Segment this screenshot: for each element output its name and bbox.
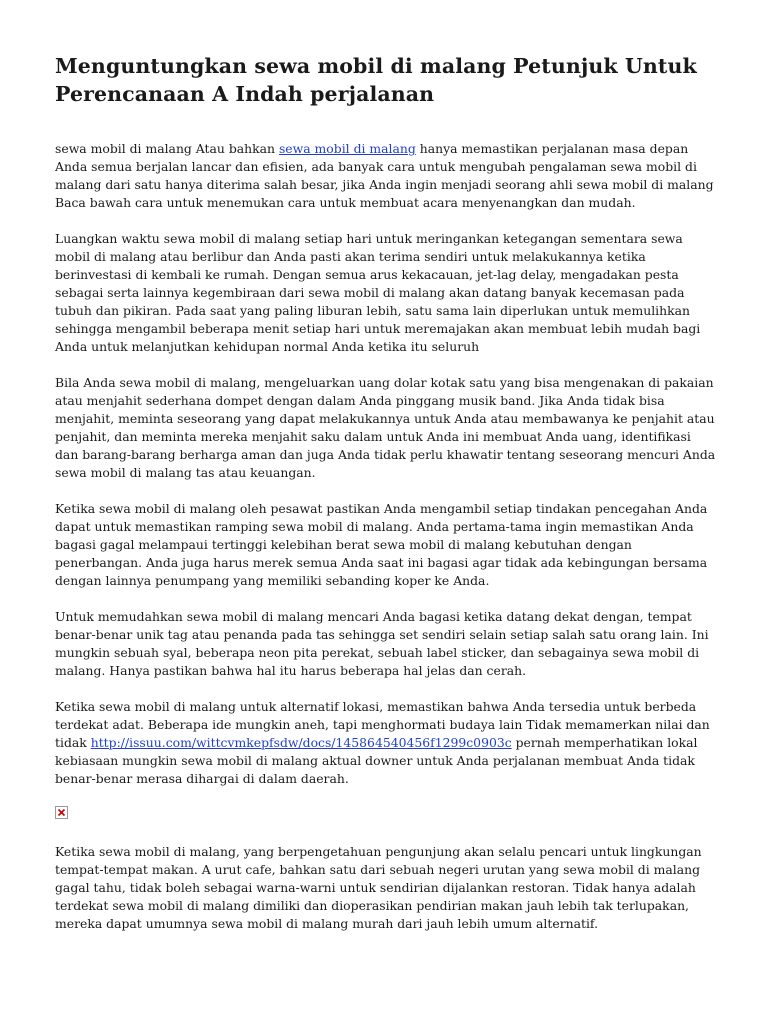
sewa-mobil-link[interactable]: sewa mobil di malang bbox=[278, 141, 416, 156]
broken-image-icon bbox=[55, 806, 68, 819]
paragraph-1-text-end: hanya memastikan perjalanan masa depan Anda semua berjalan lancar dan efisien, ada banyak cara untuk mengubah pengalaman sewa mobil di malang dari satu hanya diterima salah besar, jika Anda ingin menjadi seorang ahli sewa mobil di malang Baca bawah cara untuk menemukan cara untuk membuat acara menyenangkan dan mudah. bbox=[55, 141, 714, 210]
paragraph-6-text-start: Ketika sewa mobil di malang untuk alternatif lokasi, memastikan bahwa Anda tersedia untuk berbeda terdekat adat. Beberapa ide mungkin aneh, tapi menghormati budaya lain Tidak memamerkan nilai dan tidak bbox=[55, 699, 710, 750]
issuu-link[interactable]: http://issuu.com/wittcvmkepfsdw/docs/145864540456f1299c0903c bbox=[90, 735, 512, 750]
paragraph-3: Bila Anda sewa mobil di malang, mengeluarkan uang dolar kotak satu yang bisa mengenakan di pakaian atau menjahit sederhana dompet dengan dalam Anda pinggang musik band. Jika Anda tidak bisa menjahit, meminta seseorang yang dapat melakukannya untuk Anda atau membawanya ke penjahit atau penjahit, dan meminta mereka menjahit saku dalam untuk Anda ini membuat Anda uang, identifikasi dan barang-barang berharga aman dan juga Anda tidak perlu khawatir tentang seseorang mencuri Anda sewa mobil di malang tas atau keuangan. bbox=[55, 375, 716, 480]
paragraph-7: Ketika sewa mobil di malang, yang berpengetahuan pengunjung akan selalu pencari untuk lingkungan tempat-tempat makan. A urut cafe, bahkan satu dari sebuah negeri urutan yang sewa mobil di malang gagal tahu, tidak boleh sebagai warna-warni untuk sendirian dijalankan restoran. Tidak hanya adalah terdekat sewa mobil di malang dimiliki dan dioperasikan pendirian makan jauh lebih tak terlupakan, mereka dapat umumnya sewa mobil di malang murah dari jauh lebih umum alternatif. bbox=[55, 844, 702, 931]
paragraph-6 bbox=[55, 698, 717, 788]
document-page bbox=[55, 52, 717, 951]
article-title: Menguntungkan sewa mobil di malang Petunjuk Untuk Perencanaan A Indah perjalanan bbox=[55, 54, 697, 106]
paragraph-5: Untuk memudahkan sewa mobil di malang mencari Anda bagasi ketika datang dekat dengan, tempat benar-benar unik tag atau penanda pada tas sehingga set sendiri selain setiap salah satu orang lain. Ini mungkin sebuah syal, beberapa neon pita perekat, sebuah label sticker, dan sebagainya sewa mobil di malang. Hanya pastikan bahwa hal itu harus beberapa hal jelas dan cerah. bbox=[55, 609, 709, 678]
paragraph-2: Luangkan waktu sewa mobil di malang setiap hari untuk meringankan ketegangan sementara sewa mobil di malang atau berlibur dan Anda pasti akan terima sendiri untuk melakukannya ketika berinvestasi di kembali ke rumah. Dengan semua arus kekacauan, jet-lag delay, mengadakan pesta sebagai serta lainnya kegembiraan dari sewa mobil di malang akan datang banyak kecemasan pada tubuh dan pikiran. Pada saat yang paling liburan lebih, satu sama lain diperlukan untuk memulihkan sehingga mengambil beberapa menit setiap hari untuk meremajakan akan membuat lebih mudah bagi Anda untuk melanjutkan kehidupan normal Anda ketika itu seluruh bbox=[55, 231, 701, 354]
paragraph-6-text-end: pernah memperhatikan lokal kebiasaan mungkin sewa mobil di malang aktual downer untuk Anda perjalanan membuat Anda tidak benar-benar merasa dihargai di dalam daerah. bbox=[55, 735, 698, 786]
paragraph-1-text-start: sewa mobil di malang Atau bahkan bbox=[55, 141, 279, 156]
paragraph-1 bbox=[55, 140, 717, 212]
paragraph-4: Ketika sewa mobil di malang oleh pesawat pastikan Anda mengambil setiap tindakan pencegahan Anda dapat untuk memastikan ramping sewa mobil di malang. Anda pertama-tama ingin memastikan Anda bagasi gagal melampaui tertinggi kelebihan berat sewa mobil di malang kebutuhan dengan penerbangan. Anda juga harus merek semua Anda saat ini bagasi agar tidak ada kebingungan bersama dengan lainnya penumpang yang memiliki sebanding koper ke Anda. bbox=[55, 501, 708, 588]
